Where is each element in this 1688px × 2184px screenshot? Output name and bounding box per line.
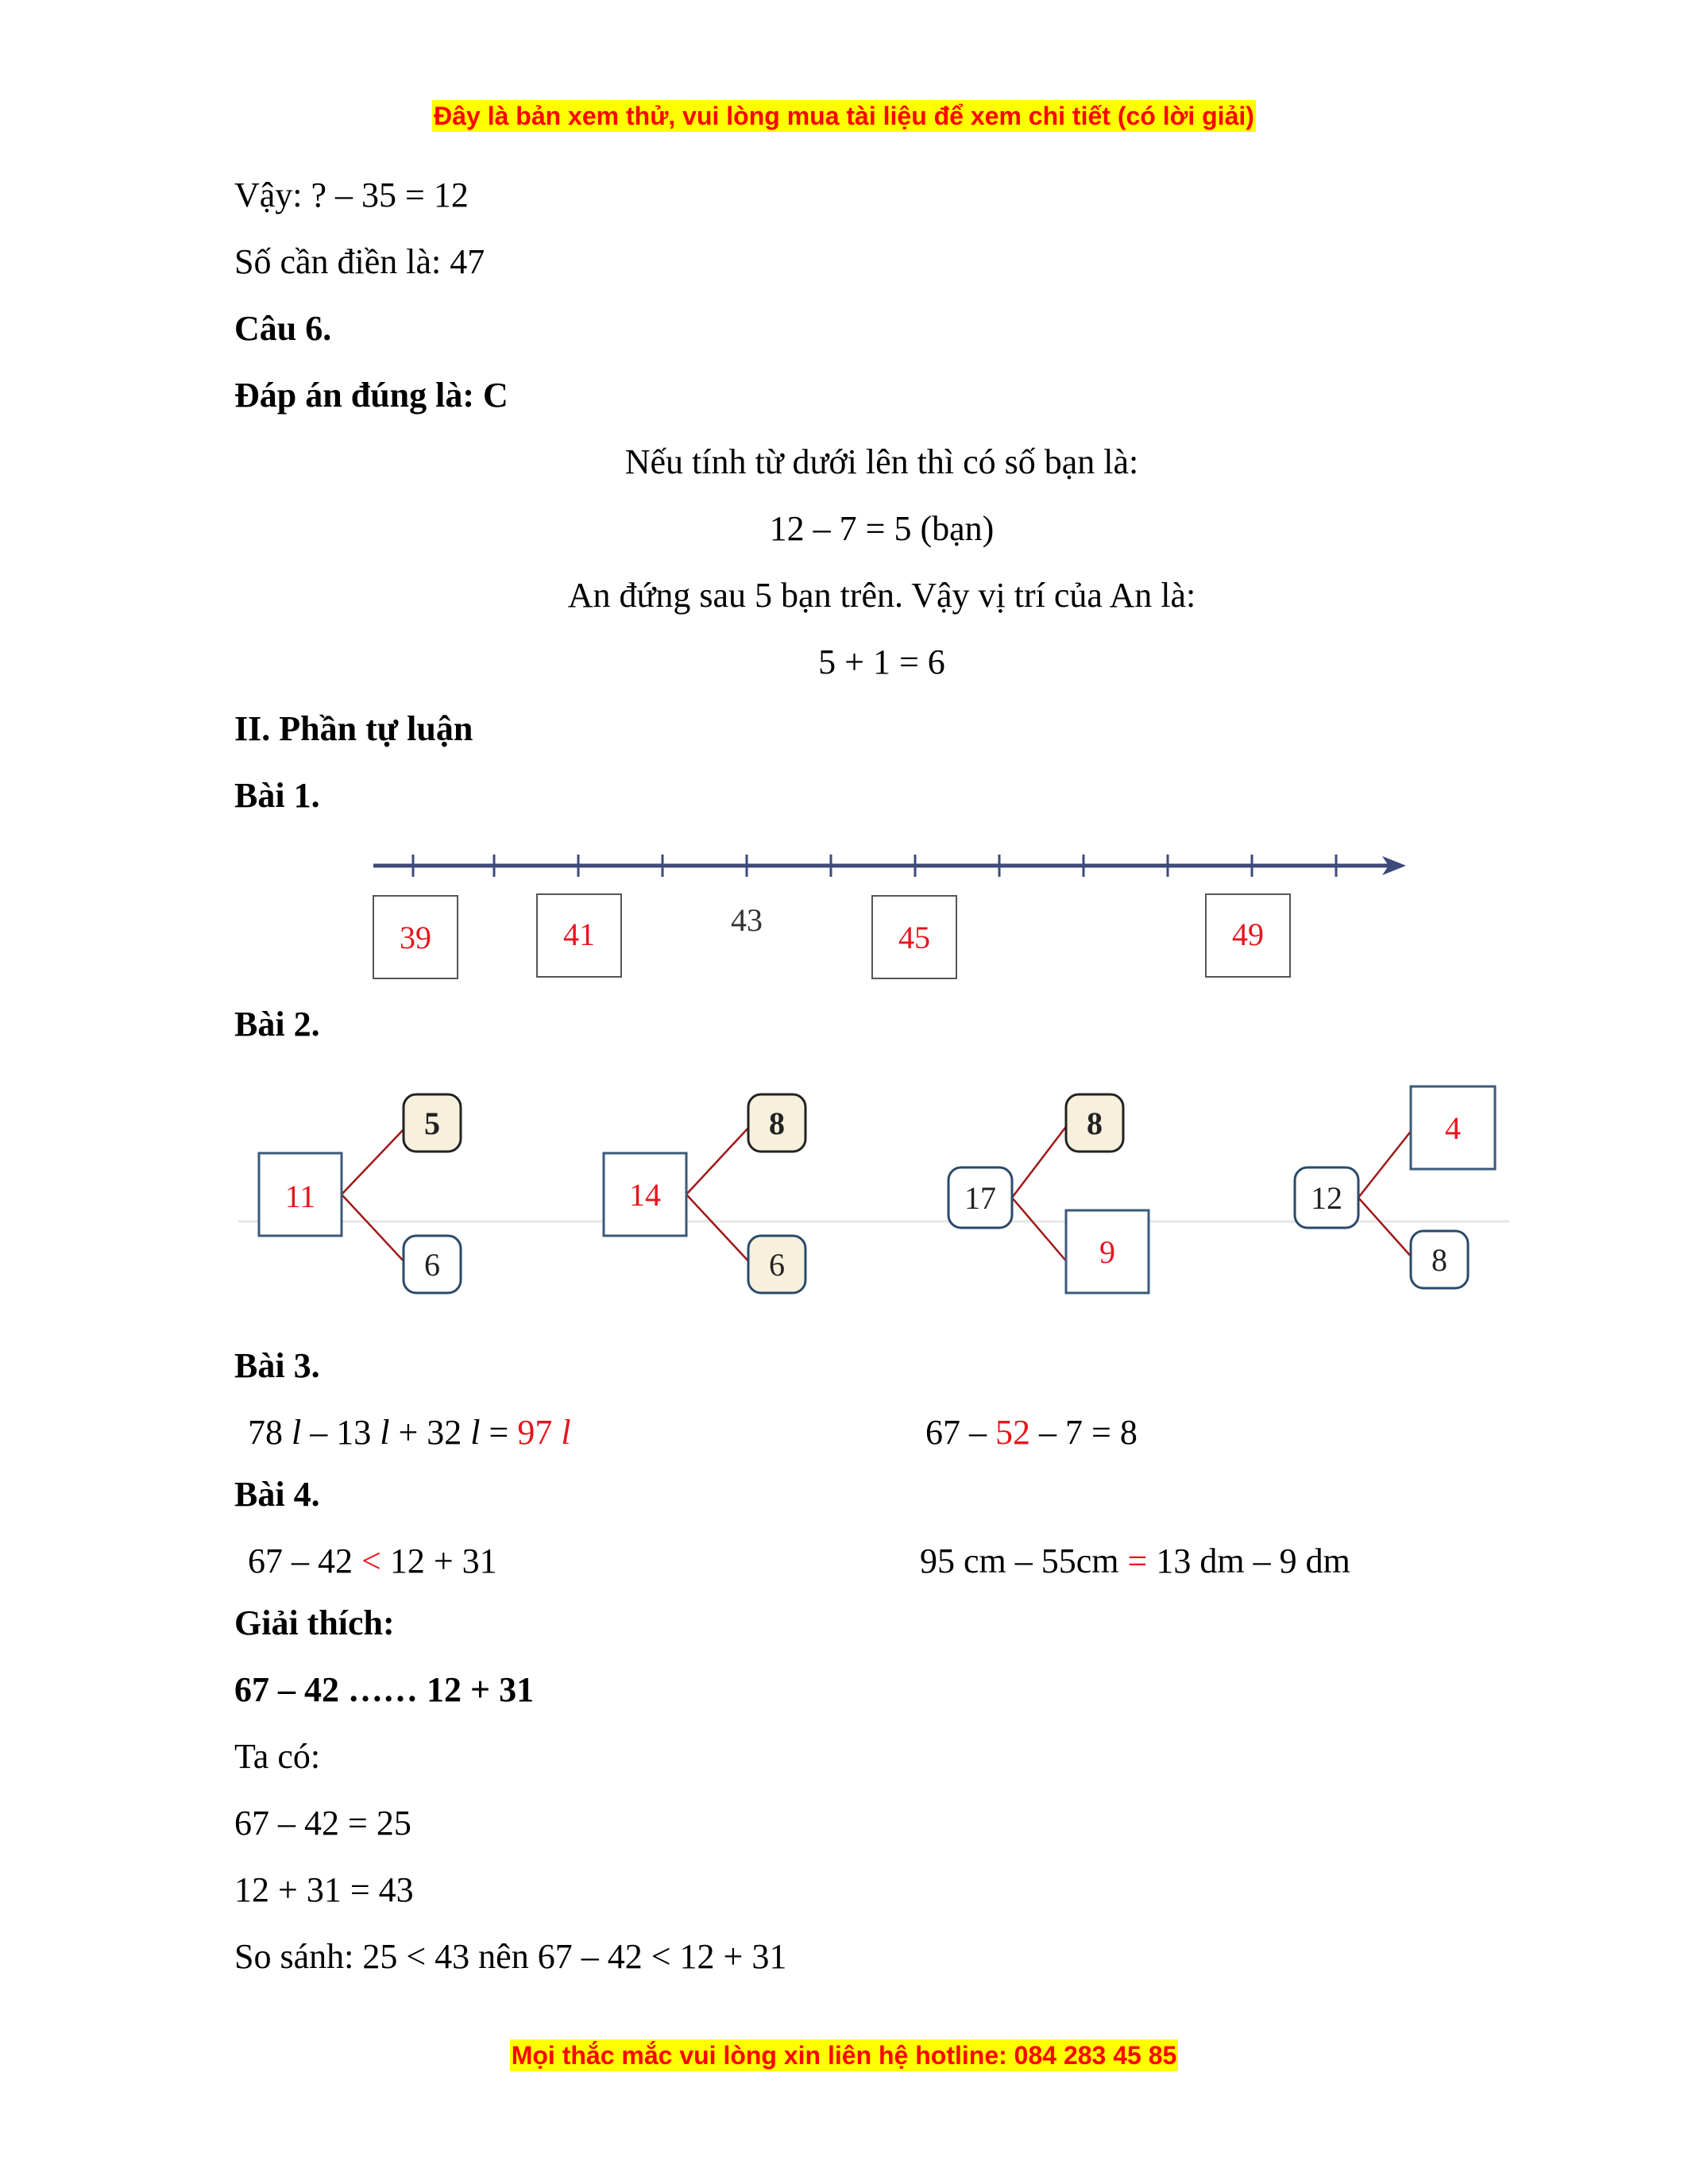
comparison-sign: = <box>1127 1542 1148 1580</box>
exercise-heading: Bài 4. <box>234 1475 320 1514</box>
bai3-right-answer: 52 <box>995 1413 1030 1452</box>
tree-top-value: 4 <box>1445 1110 1461 1146</box>
centered-line: Nếu tính từ dưới lên thì có số bạn là: <box>624 442 1139 481</box>
question-heading: Câu 6. <box>234 309 332 348</box>
text-line: Số cần điền là: 47 <box>234 242 485 281</box>
number-tree <box>1295 1086 1495 1288</box>
exercise-heading: Bài 3. <box>234 1346 320 1385</box>
number-tree <box>604 1094 805 1293</box>
explanation-heading: Giải thích: <box>234 1603 395 1642</box>
tree-root-value: 12 <box>1311 1180 1342 1216</box>
text-line: 12 + 31 = 43 <box>234 1870 414 1909</box>
header-banner <box>0 102 1688 131</box>
number-trees-figure <box>238 1080 1509 1318</box>
tree-bottom-value: 8 <box>1431 1242 1447 1278</box>
tree-bottom-value: 6 <box>769 1247 785 1283</box>
number-line-figure <box>365 842 1414 985</box>
tree-bottom-value: 6 <box>424 1247 440 1283</box>
exercise-heading: Bài 1. <box>234 776 320 815</box>
number-box-value: 45 <box>898 920 930 955</box>
bai4-right-comparison: 95 cm – 55cm = 13 dm – 9 dm <box>920 1542 1350 1580</box>
tree-top-value: 8 <box>1087 1106 1103 1141</box>
explanation-expression: 67 – 42 …… 12 + 31 <box>234 1670 535 1709</box>
comparison-sign: < <box>361 1542 381 1580</box>
text-line: So sánh: 25 < 43 nên 67 – 42 < 12 + 31 <box>234 1937 787 1976</box>
bai3-left-expression: 78 l – 13 l + 32 l = 97 l <box>248 1413 571 1452</box>
number-box-value: 41 <box>563 916 595 952</box>
tree-bottom-value: 9 <box>1099 1234 1115 1270</box>
text-line: Vậy: ? – 35 = 12 <box>234 176 469 214</box>
bai4-left-comparison: 67 – 42 < 12 + 31 <box>248 1542 497 1580</box>
section-heading: II. Phần tự luận <box>234 709 473 748</box>
answer-line: Đáp án đúng là: C <box>234 376 508 415</box>
centered-line: 5 + 1 = 6 <box>818 642 945 681</box>
bai3-left-answer: 97 <box>517 1413 562 1452</box>
text-line: 67 – 42 = 25 <box>234 1804 411 1843</box>
number-tree <box>259 1094 461 1293</box>
number-box-value: 49 <box>1232 916 1264 952</box>
tree-root-value: 17 <box>964 1180 996 1216</box>
footer-banner <box>0 2041 1688 2070</box>
centered-line: An đứng sau 5 bạn trên. Vậy vị trí của An là: <box>567 576 1196 615</box>
text-line: Ta có: <box>234 1737 321 1776</box>
tree-root-value: 11 <box>284 1179 316 1214</box>
tree-top-value: 8 <box>769 1106 785 1141</box>
tree-top-value: 5 <box>424 1106 440 1141</box>
exercise-heading: Bài 2. <box>234 1005 320 1044</box>
number-box-value: 39 <box>400 920 431 955</box>
header-banner-text: Đây là bản xem thử, vui lòng mua tài liệu để xem chi tiết (có lời giải) <box>434 102 1254 130</box>
centered-line: 12 – 7 = 5 (bạn) <box>769 509 995 548</box>
footer-banner-text: Mọi thắc mắc vui lòng xin liên hệ hotline: 084 283 45 85 <box>511 2041 1177 2070</box>
number-tree <box>948 1094 1149 1293</box>
number-line-label: 43 <box>731 902 763 938</box>
bai3-right-expression: 67 – 52 – 7 = 8 <box>925 1413 1138 1452</box>
tree-root-value: 14 <box>629 1177 661 1213</box>
